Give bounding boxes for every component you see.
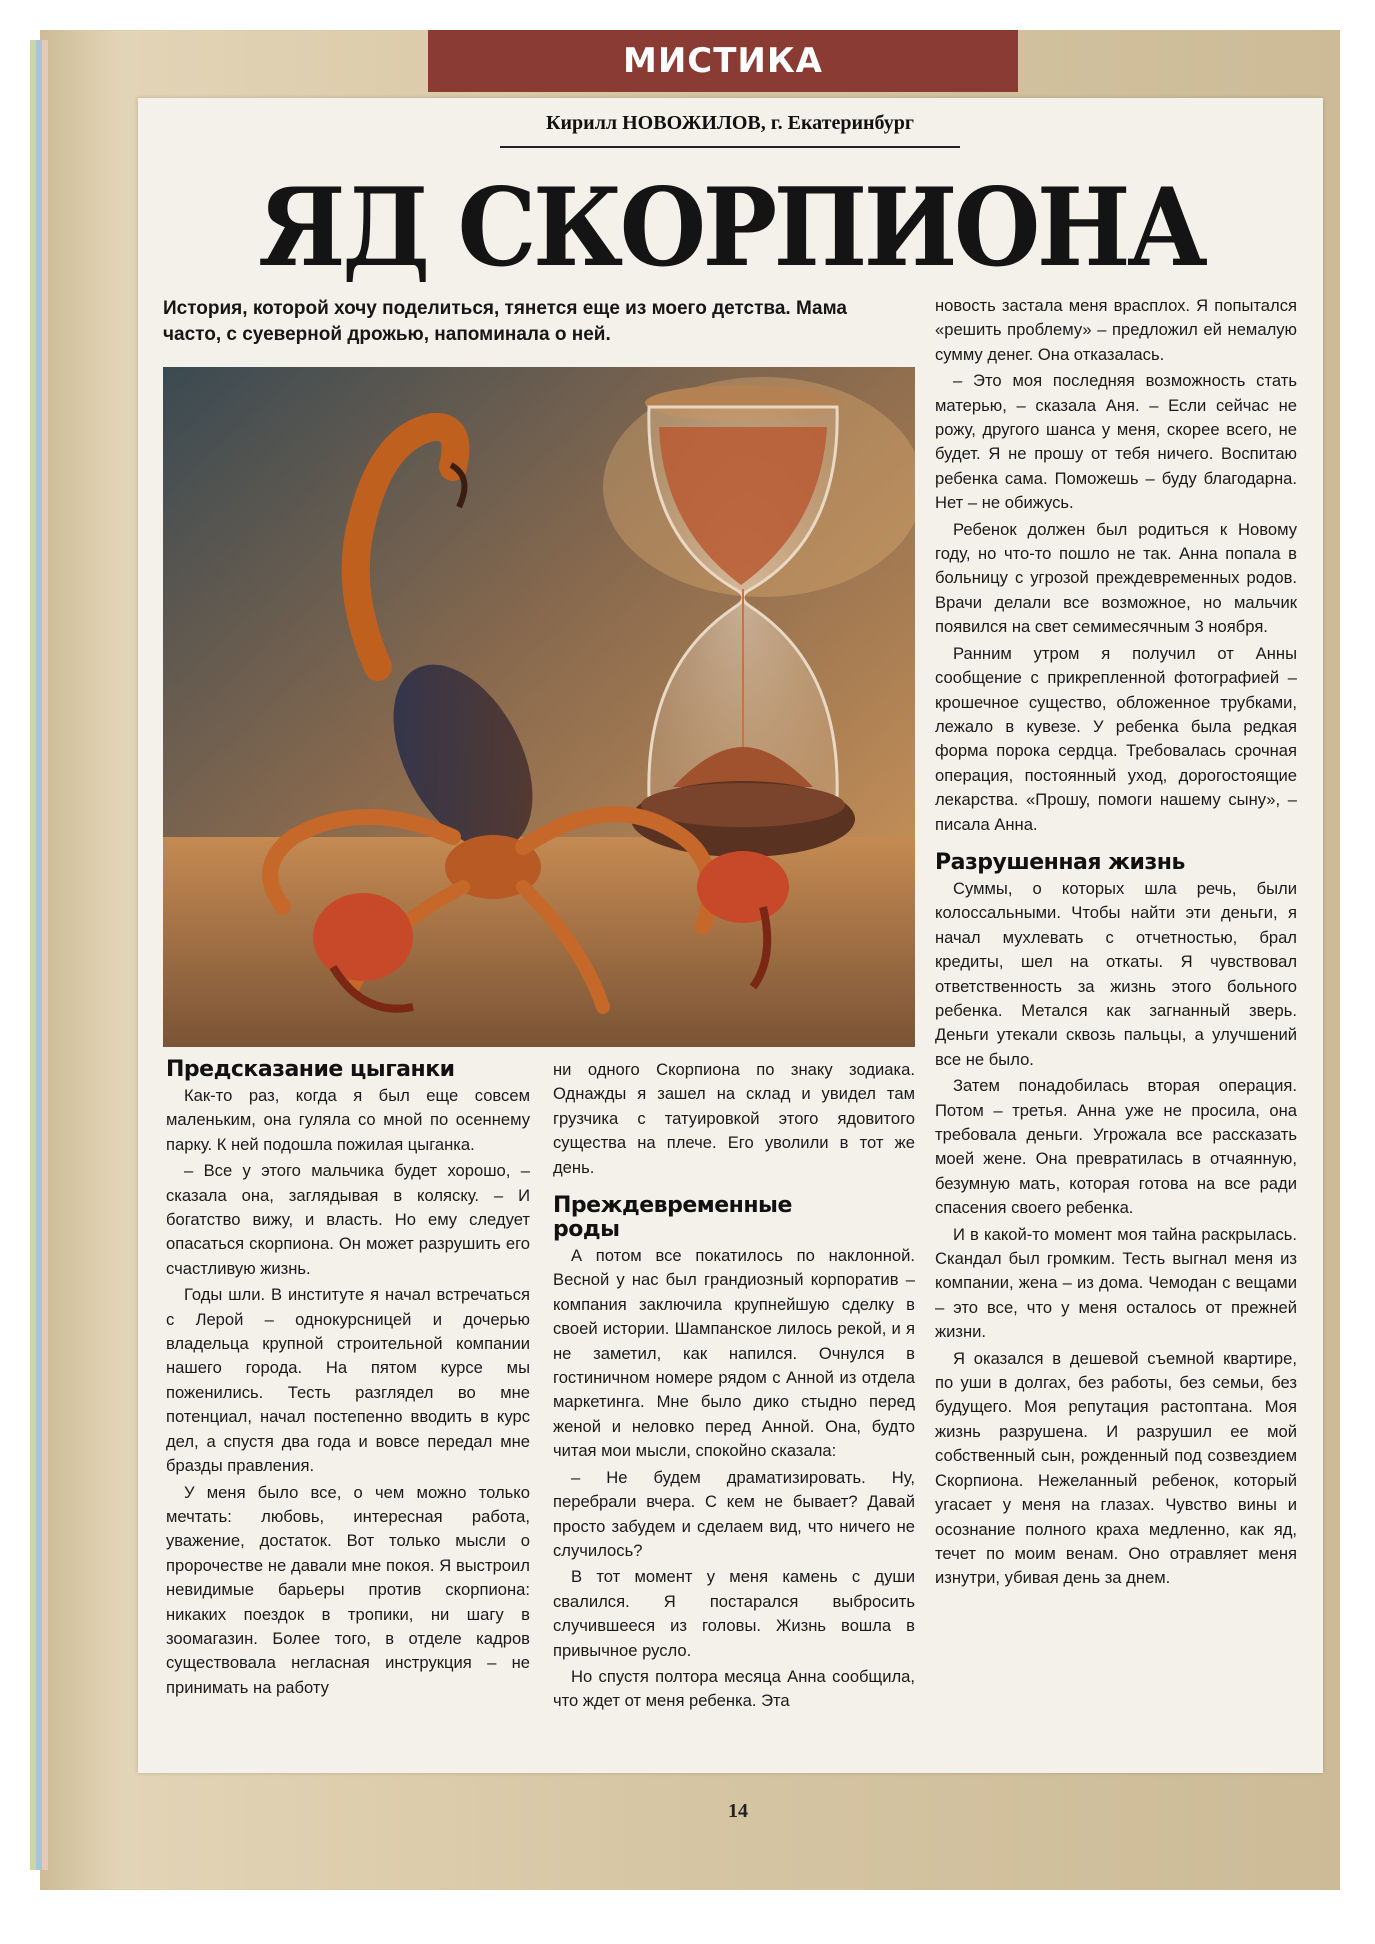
article-column-3 [935,294,1297,1593]
article-illustration [163,367,915,1047]
article-column-2 [553,1058,915,1716]
scorpion-hourglass-image [163,367,915,1047]
paragraph: Я оказался в дешевой съемной квартире, по уши в долгах, без работы, без семьи, без будущего. Моя репутация растоптана. Моя жизнь разрушена. И разрушил ее мой собственный сын, рожденный под созвездием Скорпиона. Нежеланный ребенок, который угасает у меня на глазах. Чувство вины и осознание полного краха медленно, как яд, течет по моим венам. Оно отравляет меня изнутри, убивая день за днем. [935,1348,1297,1588]
paragraph: Ранним утром я получил от Анны сообщение с прикрепленной фотографией – крошечное существо, обложенное трубками, лежало в кувезе. У ребенка была редкая форма порока сердца. Требовалась срочная операция, постоянный уход, дорогостоящие лекарства. «Прошу, помоги нашему сыну», – писала Анна. [935,643,1297,834]
rubric-banner: МИСТИКА [428,30,1018,92]
paragraph: – Не будем драматизировать. Ну, перебрали вчера. С кем не бывает? Давай просто забудем и сделаем вид, что ничего не случилось? [553,1467,915,1560]
paragraph: И в какой-то момент моя тайна раскрылась. Скандал был громким. Тесть выгнал меня из компании, жена – из дома. Чемодан с вещами – это все, что у меня осталось от прежней жизни. [935,1224,1297,1342]
byline-divider [500,146,960,148]
page-edge-strip [42,40,48,1870]
paragraph: У меня было все, о чем можно только мечтать: любовь, интересная работа, уважение, достаток. Вот только мысли о пророчестве не давали мне покоя. Я выстроил невидимые барьеры против скорпиона: никаких поездок в тропики, ни шагу в зоомагазин. Более того, в отделе кадров существовала негласная инструкция – не принимать на работу [166,1482,530,1697]
paragraph: Ребенок должен был родиться к Новому году, но что-то пошло не так. Анна попала в больницу с угрозой преждевременных родов. Врачи делали все возможное, но мальчик появился на свет семимесячным 3 ноября. [935,519,1297,637]
paragraph: – Все у этого мальчика будет хорошо, – сказала она, заглядывая в коляску. – И богатство вижу, и власть. Но ему следует опасаться скорпиона. Он может разрушить его счастливую жизнь. [166,1161,530,1278]
paragraph: Суммы, о которых шла речь, были колоссальными. Чтобы найти эти деньги, я начал мухлевать с отчетностью, брал кредиты, шел на откаты. Я чувствовал ответственность за жизнь этого больного ребенка. Метался как загнанный зверь. Деньги утекали сквозь пальцы, а улучшений все не было. [935,878,1297,1069]
paragraph: Годы шли. В институте я начал встречаться с Лерой – однокурсницей и дочерью владельца крупной строительной компании нашего города. На пятом курсе мы поженились. Тесть разглядел во мне потенциал, начал постепенно вводить в курс дел, а спустя два года и вовсе передал мне бразды правления. [166,1285,530,1476]
section-heading: Предсказание цыганки [166,1057,455,1082]
paragraph: ни одного Скорпиона по знаку зодиака. Однажды я зашел на склад и увидел там грузчика с татуировкой этого ядовитого существа на плече. Его уволили в тот же день. [553,1060,915,1177]
page-number: 14 [728,1800,748,1822]
paragraph: – Это моя последняя возможность стать матерью, – сказала Аня. – Если сейчас не рожу, другого шанса у меня, скорее всего, не будет. Я не прошу от тебя ничего. Воспитаю ребенка сама. Поможешь – буду благодарна. Нет – не обижусь. [935,371,1297,513]
article-headline: ЯД СКОРПИОНА [258,165,1205,291]
article-lead: История, которой хочу поделиться, тянется еще из моего детства. Мама часто, с суеверной дрожью, напоминала о ней. [163,298,847,345]
paragraph: В тот момент у меня камень с души свалился. Я постарался выбросить случившееся из головы. Жизнь вошла в привычное русло. [553,1567,915,1660]
section-heading: Преждевременные роды [553,1193,792,1243]
paragraph: Затем понадобилась вторая операция. Потом – третья. Анна уже не просила, она требовала деньги. Угрожала все рассказать моей жене. Она превратилась в отчаянную, безумную мать, которая готова на все ради спасения своего ребенка. [935,1076,1297,1218]
paragraph: новость застала меня врасплох. Я попытался «решить проблему» – предложил ей немалую сумму денег. Она отказалась. [935,296,1297,364]
paragraph: А потом все покатилось по наклонной. Весной у нас был грандиозный корпоратив – компания заключила крупнейшую сделку в своей истории. Шампанское лилось рекой, и я не заметил, как напился. Очнулся в гостиничном номере рядом с Анной из отдела маркетинга. Мне было дико стыдно перед женой и неловко перед Анной. Она, будто читая мои мысли, спокойно сказала: [553,1246,915,1461]
author-byline: Кирилл НОВОЖИЛОВ, г. Екатеринбург [546,112,914,134]
paragraph: Как-то раз, когда я был еще совсем маленьким, она гуляла со мной по осеннему парку. К ней подошла пожилая цыганка. [166,1086,530,1154]
section-heading: Разрушенная жизнь [935,849,1185,875]
article-column-1 [166,1058,530,1702]
paragraph: Но спустя полтора месяца Анна сообщила, что ждет от меня ребенка. Эта [553,1666,915,1711]
